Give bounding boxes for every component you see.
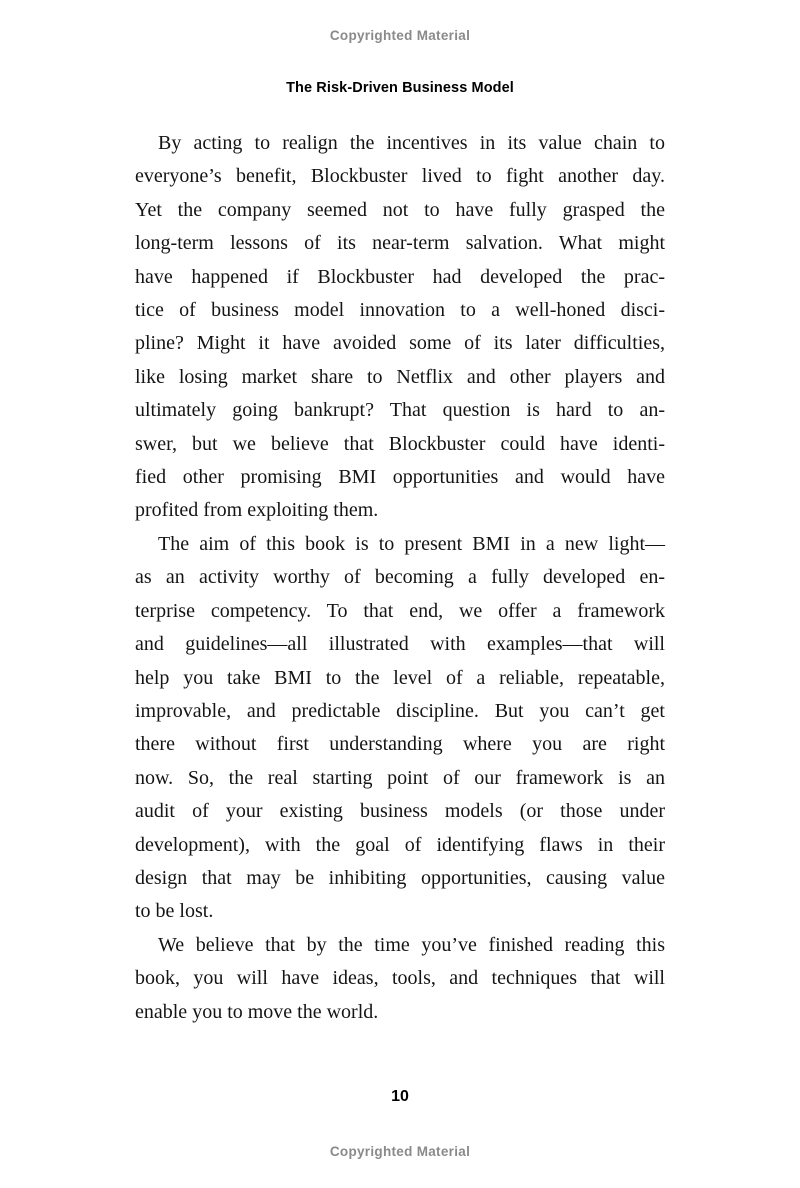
body-line: improvable, and predictable discipline. But you can’t get [135,699,665,722]
paragraph [135,929,665,1029]
body-line: help you take BMI to the level of a reliable, repeatable, [135,666,665,689]
body-line: like losing market share to Netflix and other players and [135,365,665,388]
body-line: terprise competency. To that end, we offer a framework [135,599,665,622]
body-line: The aim of this book is to present BMI in a new light— [158,532,665,555]
paragraph [135,127,665,528]
body-line: have happened if Blockbuster had developed the prac- [135,265,665,288]
copyright-notice-top: Copyrighted Material [329,28,471,43]
copyright-notice-bottom: Copyrighted Material [329,1144,471,1159]
body-line: We believe that by the time you’ve finished reading this [158,933,665,956]
body-line: By acting to realign the incentives in its value chain to [158,132,665,154]
body-line: book, you will have ideas, tools, and techniques that will [135,967,665,990]
body-line: enable you to move the world. [135,1000,379,1023]
body-line: development), with the goal of identifying flaws in their [135,833,665,856]
paragraph [135,528,665,929]
body-line: swer, but we believe that Blockbuster could have identi- [135,432,665,455]
body-line: as an activity worthy of becoming a fully developed en- [135,566,665,589]
body-line: there without first understanding where you are right [135,733,665,756]
body-line: and guidelines—all illustrated with examples—that will [135,633,665,656]
running-head-title: The Risk-Driven Business Model [286,80,514,96]
body-line: design that may be inhibiting opportunities, causing value [135,866,665,889]
body-line: now. So, the real starting point of our framework is an [135,766,665,789]
body-line: audit of your existing business models (or those under [135,800,665,823]
page-body-text [135,127,665,1029]
body-line: profited from exploiting them. [135,499,379,522]
body-line: pline? Might it have avoided some of its later difficulties, [135,332,665,355]
body-line: long-term lessons of its near-term salvation. What might [135,232,665,255]
body-line: ultimately going bankrupt? That question is hard to an- [135,399,665,422]
body-line: to be lost. [135,900,214,923]
page-number: 10 [391,1088,409,1105]
body-line: fied other promising BMI opportunities and would have [135,466,665,489]
body-line: everyone’s benefit, Blockbuster lived to fight another day. [135,165,665,188]
body-line: tice of business model innovation to a well-honed disci- [135,299,665,322]
body-line: Yet the company seemed not to have fully grasped the [135,198,665,221]
